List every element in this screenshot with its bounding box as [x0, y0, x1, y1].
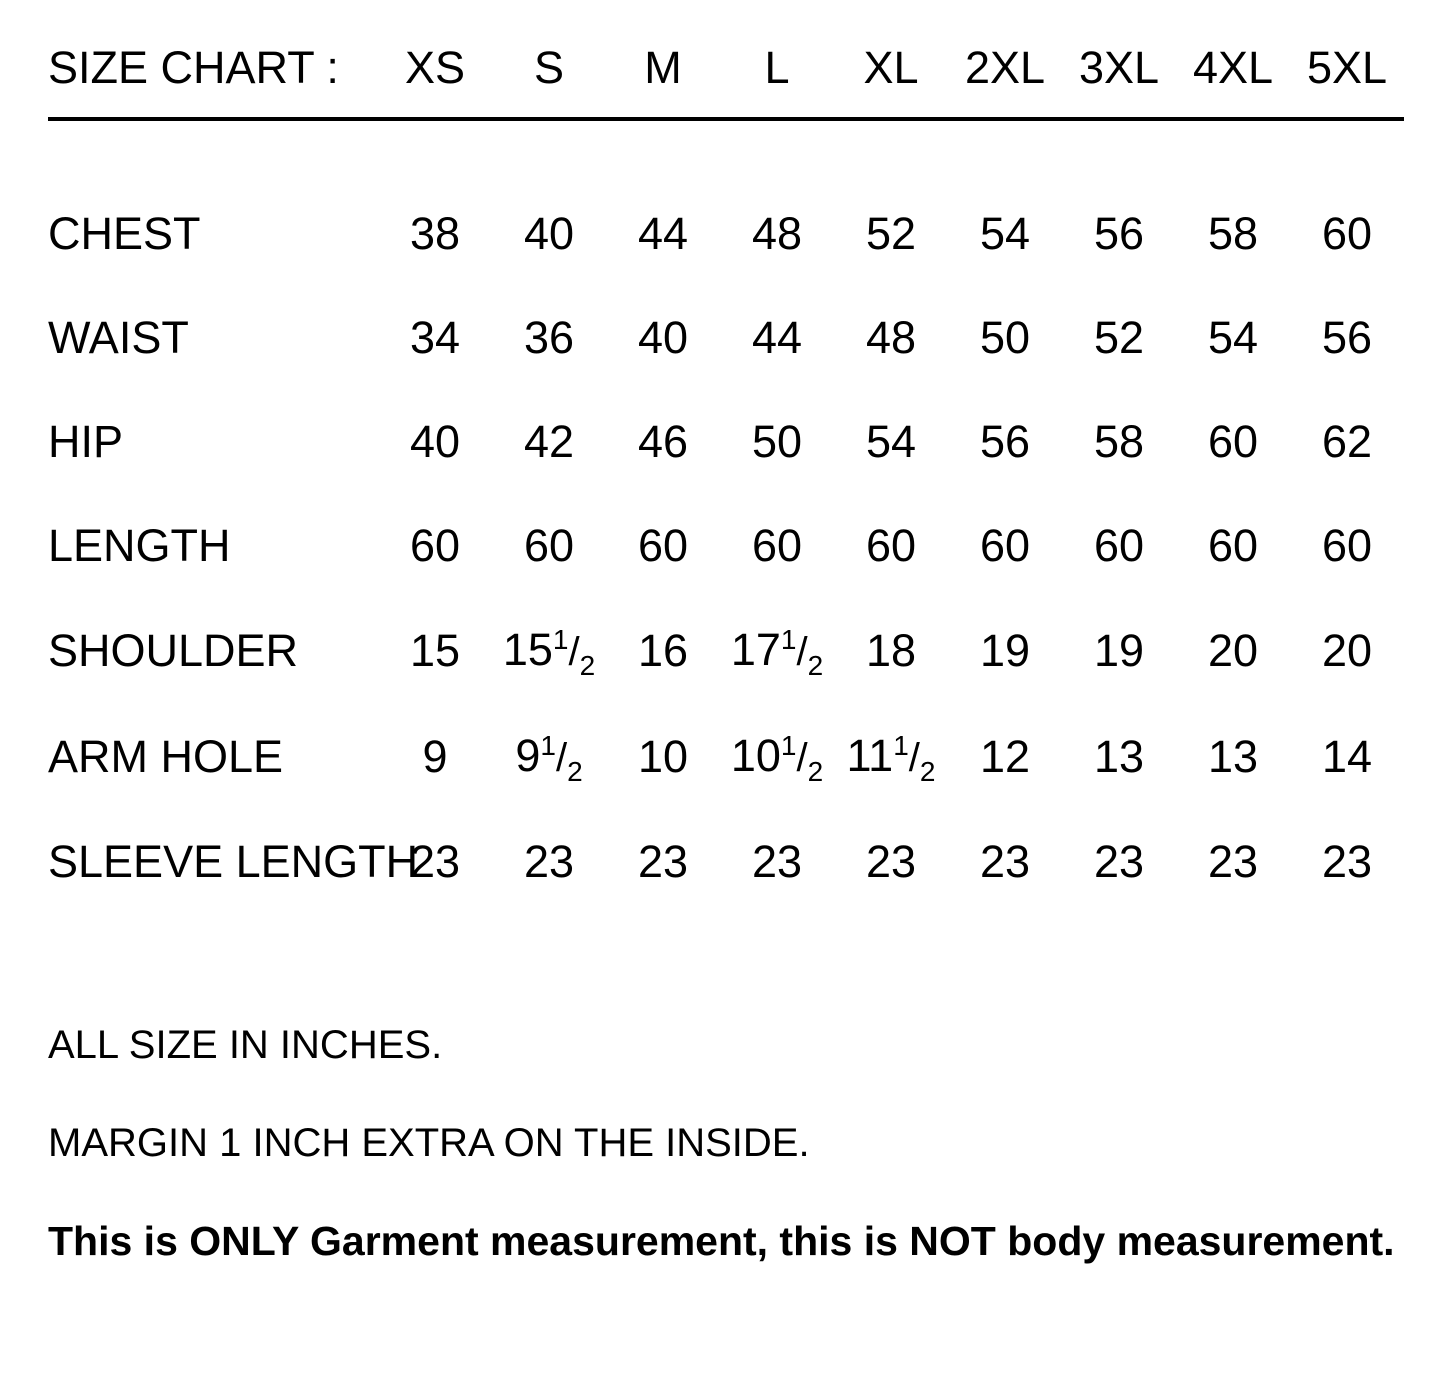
- cell-chest-4xl: 58: [1207, 208, 1259, 259]
- table-row: [48, 494, 1404, 598]
- cell-hip-xl: 54: [865, 416, 917, 467]
- cell-length-xl: 60: [865, 520, 917, 571]
- cell-hip-2xl: 56: [979, 416, 1031, 467]
- table-row: [48, 390, 1404, 494]
- note-disclaimer: This is ONLY Garment measurement, this is NOT body measurement.: [48, 1218, 1395, 1264]
- row-label-chest: CHEST: [48, 208, 201, 259]
- cell-armhole-xl: [834, 704, 948, 810]
- note-margin: MARGIN 1 INCH EXTRA ON THE INSIDE.: [48, 1121, 810, 1165]
- cell-hip-4xl: 60: [1207, 416, 1259, 467]
- column-header-xl: XL: [863, 42, 919, 93]
- row-label-arm-hole: ARM HOLE: [48, 731, 284, 782]
- cell-sleeve-2xl: 23: [979, 836, 1031, 887]
- table-header-row: [48, 28, 1404, 108]
- cell-armhole-m: 10: [637, 731, 689, 782]
- cell-waist-m: 40: [637, 312, 689, 363]
- cell-waist-4xl: 54: [1207, 312, 1259, 363]
- cell-shoulder-l: [720, 598, 834, 704]
- cell-sleeve-3xl: 23: [1093, 836, 1145, 887]
- table-row: [48, 810, 1404, 914]
- cell-sleeve-5xl: 23: [1321, 836, 1373, 887]
- column-header-5xl: 5XL: [1306, 42, 1388, 93]
- cell-sleeve-m: 23: [637, 836, 689, 887]
- cell-shoulder-3xl: 19: [1093, 625, 1145, 676]
- header-divider-row: [48, 108, 1404, 122]
- cell-length-2xl: 60: [979, 520, 1031, 571]
- size-chart-table: [48, 28, 1404, 914]
- row-label-waist: WAIST: [48, 312, 189, 363]
- cell-sleeve-l: 23: [751, 836, 803, 887]
- fraction-value: $11^1/_2$: [846, 730, 936, 787]
- cell-armhole-2xl: 12: [979, 731, 1031, 782]
- cell-shoulder-xl: 18: [865, 625, 917, 676]
- cell-chest-l: 48: [751, 208, 803, 259]
- cell-shoulder-5xl: 20: [1321, 625, 1373, 676]
- cell-shoulder-4xl: 20: [1207, 625, 1259, 676]
- cell-hip-s: 42: [523, 416, 575, 467]
- cell-length-m: 60: [637, 520, 689, 571]
- cell-waist-3xl: 52: [1093, 312, 1145, 363]
- cell-waist-2xl: 50: [979, 312, 1031, 363]
- column-header-m: M: [644, 42, 682, 93]
- cell-armhole-xs: 9: [422, 731, 448, 782]
- cell-sleeve-xs: 23: [409, 836, 461, 887]
- cell-waist-xs: 34: [409, 312, 461, 363]
- cell-length-4xl: 60: [1207, 520, 1259, 571]
- cell-hip-3xl: 58: [1093, 416, 1145, 467]
- cell-chest-3xl: 56: [1093, 208, 1145, 259]
- cell-length-s: 60: [523, 520, 575, 571]
- fraction-value: $10^1/_2$: [730, 730, 824, 787]
- cell-armhole-l: [720, 704, 834, 810]
- cell-waist-xl: 48: [865, 312, 917, 363]
- table-row: [48, 286, 1404, 390]
- cell-sleeve-s: 23: [523, 836, 575, 887]
- fraction-value: $17^1/_2$: [730, 624, 824, 681]
- cell-shoulder-2xl: 19: [979, 625, 1031, 676]
- cell-armhole-4xl: 13: [1207, 731, 1259, 782]
- column-header-2xl: 2XL: [964, 42, 1046, 93]
- fraction-value: $9^1/_2$: [515, 730, 583, 787]
- cell-chest-xs: 38: [409, 208, 461, 259]
- cell-waist-l: 44: [751, 312, 803, 363]
- cell-chest-5xl: 60: [1321, 208, 1373, 259]
- row-label-hip: HIP: [48, 416, 124, 467]
- header-spacer-row: [48, 122, 1404, 182]
- cell-sleeve-4xl: 23: [1207, 836, 1259, 887]
- cell-sleeve-xl: 23: [865, 836, 917, 887]
- chart-title: SIZE CHART :: [48, 42, 339, 93]
- cell-shoulder-xs: 15: [409, 625, 461, 676]
- column-header-xs: XS: [404, 42, 466, 93]
- cell-shoulder-s: [492, 598, 606, 704]
- cell-chest-s: 40: [523, 208, 575, 259]
- cell-hip-5xl: 62: [1321, 416, 1373, 467]
- cell-armhole-3xl: 13: [1093, 731, 1145, 782]
- cell-length-xs: 60: [409, 520, 461, 571]
- cell-chest-xl: 52: [865, 208, 917, 259]
- column-header-4xl: 4XL: [1192, 42, 1274, 93]
- note-units: ALL SIZE IN INCHES.: [48, 1023, 443, 1067]
- cell-armhole-s: [492, 704, 606, 810]
- row-label-shoulder: SHOULDER: [48, 625, 299, 676]
- table-row: [48, 598, 1404, 704]
- cell-shoulder-m: 16: [637, 625, 689, 676]
- cell-chest-m: 44: [637, 208, 689, 259]
- cell-length-5xl: 60: [1321, 520, 1373, 571]
- table-row: [48, 704, 1404, 810]
- cell-hip-xs: 40: [409, 416, 461, 467]
- cell-waist-5xl: 56: [1321, 312, 1373, 363]
- cell-hip-l: 50: [751, 416, 803, 467]
- cell-chest-2xl: 54: [979, 208, 1031, 259]
- cell-length-3xl: 60: [1093, 520, 1145, 571]
- cell-waist-s: 36: [523, 312, 575, 363]
- cell-armhole-5xl: 14: [1321, 731, 1373, 782]
- fraction-value: $15^1/_2$: [502, 624, 596, 681]
- divider: [48, 108, 1404, 122]
- notes-section: [48, 996, 1445, 1290]
- row-label-length: LENGTH: [48, 520, 231, 571]
- column-header-3xl: 3XL: [1078, 42, 1160, 93]
- size-chart-page: [0, 28, 1445, 1386]
- table-row: [48, 182, 1404, 286]
- column-header-s: S: [533, 42, 564, 93]
- cell-length-l: 60: [751, 520, 803, 571]
- column-header-l: L: [764, 42, 790, 93]
- row-label-sleeve-length: SLEEVE LENGTH: [48, 836, 419, 887]
- cell-hip-m: 46: [637, 416, 689, 467]
